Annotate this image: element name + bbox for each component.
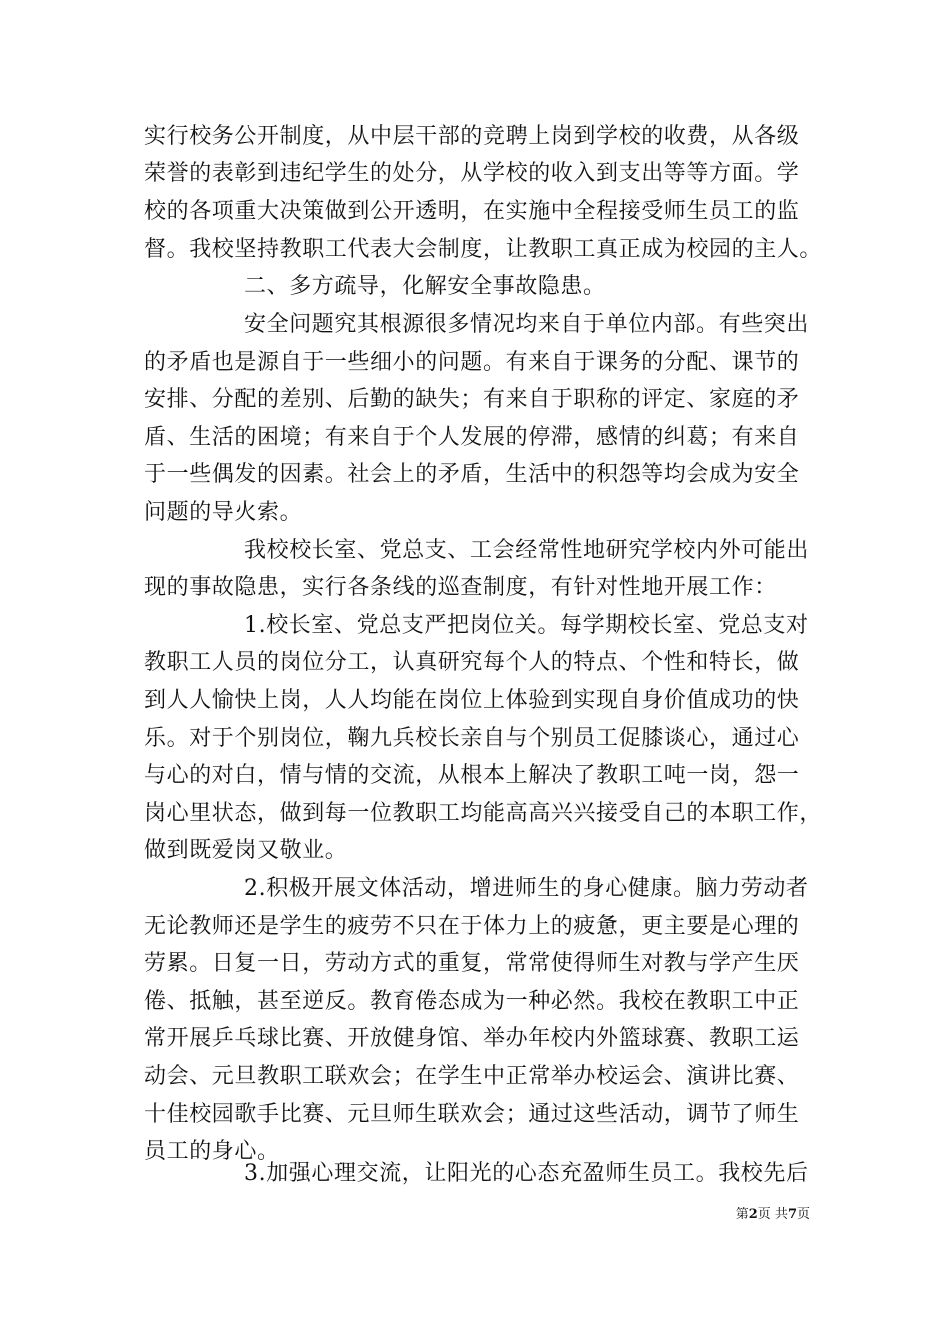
text-line: 十佳校园歌手比赛、元旦师生联欢会；通过这些活动，调节了师生 <box>144 1102 800 1127</box>
text-line: 安全问题究其根源很多情况均来自于单位内部。有些突出 <box>244 312 810 337</box>
text-line: 盾、生活的困境；有来自于个人发展的停滞，感情的纠葛；有来自 <box>144 425 800 450</box>
text-line: 员工的身心。 <box>144 1139 280 1164</box>
text-line: 荣誉的表彰到违纪学生的处分，从学校的收入到支出等等方面。学 <box>144 161 800 186</box>
footer-suffix: 页 <box>796 1207 810 1222</box>
text-line: 动会、元旦教职工联欢会；在学生中正常举办校运会、演讲比赛、 <box>144 1064 800 1089</box>
text-line: 于一些偶发的因素。社会上的矛盾，生活中的积怨等均会成为安全 <box>144 462 800 487</box>
text-line: 与心的对白，情与情的交流，从根本上解决了教职工吨一岗，怨一 <box>144 763 800 788</box>
text-line: 到人人愉快上岗，人人均能在岗位上体验到实现自身价值成功的快 <box>144 688 800 713</box>
text-line: 的矛盾也是源自于一些细小的问题。有来自于课务的分配、课节的 <box>144 350 800 375</box>
text-line: 我校校长室、党总支、工会经常性地研究学校内外可能出 <box>244 538 810 563</box>
text-line: 常开展乒乓球比赛、开放健身馆、举办年校内外篮球赛、教职工运 <box>144 1026 800 1051</box>
text-line: 问题的导火索。 <box>144 500 303 525</box>
text-line: 劳累。日复一日，劳动方式的重复，常常使得师生对教与学产生厌 <box>144 951 800 976</box>
text-line: 乐。对于个别岗位，鞠九兵校长亲自与个别员工促膝谈心，通过心 <box>144 726 800 751</box>
list-item-3: 3.加强心理交流，让阳光的心态充盈师生员工。我校先后 <box>244 1161 809 1186</box>
list-item-1: 1.校长室、党总支严把岗位关。每学期校长室、党总支对 <box>244 613 809 638</box>
text-line: 倦、抵触，甚至逆反。教育倦态成为一种必然。我校在教职工中正 <box>144 989 800 1014</box>
page-number-footer <box>700 1206 810 1224</box>
list-item-2: 2.积极开展文体活动，增进师生的身心健康。脑力劳动者 <box>244 876 809 901</box>
footer-middle: 页 共 <box>757 1207 788 1222</box>
current-page-number: 2 <box>748 1207 758 1222</box>
text-line: 校的各项重大决策做到公开透明，在实施中全程接受师生员工的监 <box>144 199 800 224</box>
text-line: 无论教师还是学生的疲劳不只在于体力上的疲惫，更主要是心理的 <box>144 914 800 939</box>
text-line: 现的事故隐患，实行各条线的巡查制度，有针对性地开展工作： <box>144 575 777 600</box>
section-heading: 二、多方疏导，化解安全事故隐患。 <box>244 274 606 299</box>
footer-prefix: 第 <box>735 1207 749 1222</box>
text-line: 督。我校坚持教职工代表大会制度，让教职工真正成为校园的主人。 <box>144 237 823 262</box>
text-line: 教职工人员的岗位分工，认真研究每个人的特点、个性和特长，做 <box>144 650 800 675</box>
text-line: 实行校务公开制度，从中层干部的竞聘上岗到学校的收费，从各级 <box>144 124 800 149</box>
total-page-count: 7 <box>787 1207 797 1222</box>
text-line: 安排、分配的差别、后勤的缺失；有来自于职称的评定、家庭的矛 <box>144 387 800 412</box>
text-line: 岗心里状态，做到每一位教职工均能高高兴兴接受自己的本职工作， <box>144 801 823 826</box>
text-line: 做到既爱岗又敬业。 <box>144 838 348 863</box>
